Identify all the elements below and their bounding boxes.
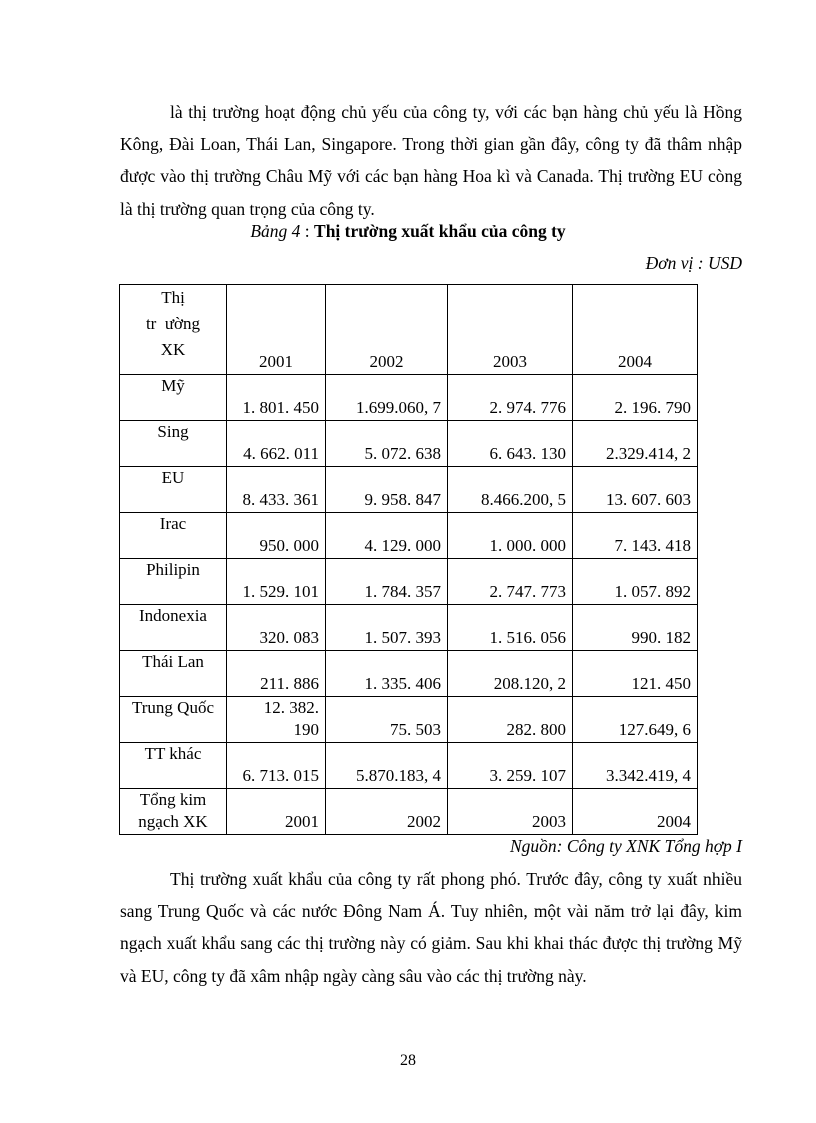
table-header-row [120,285,698,375]
market-name: Indonexia [120,605,227,651]
header-year: 2003 [448,285,573,375]
value-cell: 8.466.200, 5 [448,467,573,513]
value-cell: 282. 800 [448,697,573,743]
unit-label: Đơn vị : USD [645,253,742,273]
total-label-line2: ngạch XK [138,812,208,831]
value-cell: 3. 259. 107 [448,743,573,789]
table-row [120,651,698,697]
value-cell: 127.649, 6 [573,697,698,743]
value-cell: 1. 335. 406 [326,651,448,697]
value-cell: 1. 529. 101 [227,559,326,605]
total-cell: 2003 [448,789,573,835]
table-total-row [120,789,698,835]
paragraph-intro [120,96,742,225]
total-label [120,789,227,835]
export-market-table [119,284,698,835]
value-cell: 1. 784. 357 [326,559,448,605]
value-cell: 1. 507. 393 [326,605,448,651]
total-cell: 2004 [573,789,698,835]
header-market-line2: tr ường [145,314,201,333]
value-cell: 1. 057. 892 [573,559,698,605]
table-row [120,605,698,651]
market-name: TT khác [120,743,227,789]
header-year: 2004 [573,285,698,375]
value-cell: 75. 503 [326,697,448,743]
table-caption-title: Thị trường xuất khẩu của công ty [314,221,566,241]
table-caption-label: Bảng 4 [250,221,301,241]
header-market [120,285,227,375]
market-name: EU [120,467,227,513]
value-cell-line2: 190 [293,720,319,739]
table-row [120,697,698,743]
table-row [120,421,698,467]
value-cell: 6. 713. 015 [227,743,326,789]
value-cell: 1. 000. 000 [448,513,573,559]
value-cell: 1. 801. 450 [227,375,326,421]
paragraph-intro-text: là thị trường hoạt động chủ yếu của công ty, với các bạn hàng chủ yếu là Hồng Kông, Đài Loan, Thái Lan, Singapore. Trong thời gian gần đây, công ty đã thâm nhập được vào thị trường Châu Mỹ với các bạn hàng Hoa kì và Canada. Thị trường EU còng là thị trường quan trọng của công ty. [120,102,742,219]
value-cell: 5.870.183, 4 [326,743,448,789]
value-cell: 121. 450 [573,651,698,697]
table-row [120,743,698,789]
value-cell: 6. 643. 130 [448,421,573,467]
value-cell-two-line [227,697,326,743]
table-row [120,559,698,605]
table-row [120,375,698,421]
page-number: 28 [400,1052,416,1069]
value-cell: 4. 129. 000 [326,513,448,559]
market-name: Irac [120,513,227,559]
value-cell: 2. 974. 776 [448,375,573,421]
paragraph-analysis [120,863,742,992]
value-cell: 5. 072. 638 [326,421,448,467]
value-cell: 990. 182 [573,605,698,651]
market-name: Sing [120,421,227,467]
table-row [120,513,698,559]
value-cell: 2. 747. 773 [448,559,573,605]
value-cell: 2.329.414, 2 [573,421,698,467]
value-cell: 1. 516. 056 [448,605,573,651]
header-market-line3: XK [160,340,186,359]
header-year: 2001 [227,285,326,375]
value-cell: 950. 000 [227,513,326,559]
table-source: Nguồn: Công ty XNK Tổng hợp I [510,836,742,856]
value-cell: 9. 958. 847 [326,467,448,513]
total-cell: 2002 [326,789,448,835]
value-cell: 7. 143. 418 [573,513,698,559]
value-cell: 4. 662. 011 [227,421,326,467]
header-year: 2002 [326,285,448,375]
value-cell: 211. 886 [227,651,326,697]
table-caption [0,218,816,244]
market-name: Philipin [120,559,227,605]
market-name: Thái Lan [120,651,227,697]
table-row [120,467,698,513]
value-cell-line1: 12. 382. [263,698,319,717]
market-name: Mỹ [120,375,227,421]
value-cell: 13. 607. 603 [573,467,698,513]
value-cell: 320. 083 [227,605,326,651]
value-cell: 8. 433. 361 [227,467,326,513]
value-cell: 1.699.060, 7 [326,375,448,421]
header-market-line1: Thị [161,288,185,307]
total-label-line1: Tổng kim [139,790,207,809]
value-cell: 2. 196. 790 [573,375,698,421]
table-caption-separator: : [300,221,315,241]
total-cell: 2001 [227,789,326,835]
value-cell: 208.120, 2 [448,651,573,697]
value-cell: 3.342.419, 4 [573,743,698,789]
market-name: Trung Quốc [120,697,227,743]
paragraph-analysis-text: Thị trường xuất khẩu của công ty rất phong phó. Trước đây, công ty xuất nhiều sang Trung Quốc và các nước Đông Nam Á. Tuy nhiên, một vài năm trở lại đây, kim ngạch xuất khẩu sang các thị trường này có giảm. Sau khi khai thác được thị trường Mỹ và EU, công ty đã xâm nhập ngày càng sâu vào các thị trường này. [120,869,742,986]
